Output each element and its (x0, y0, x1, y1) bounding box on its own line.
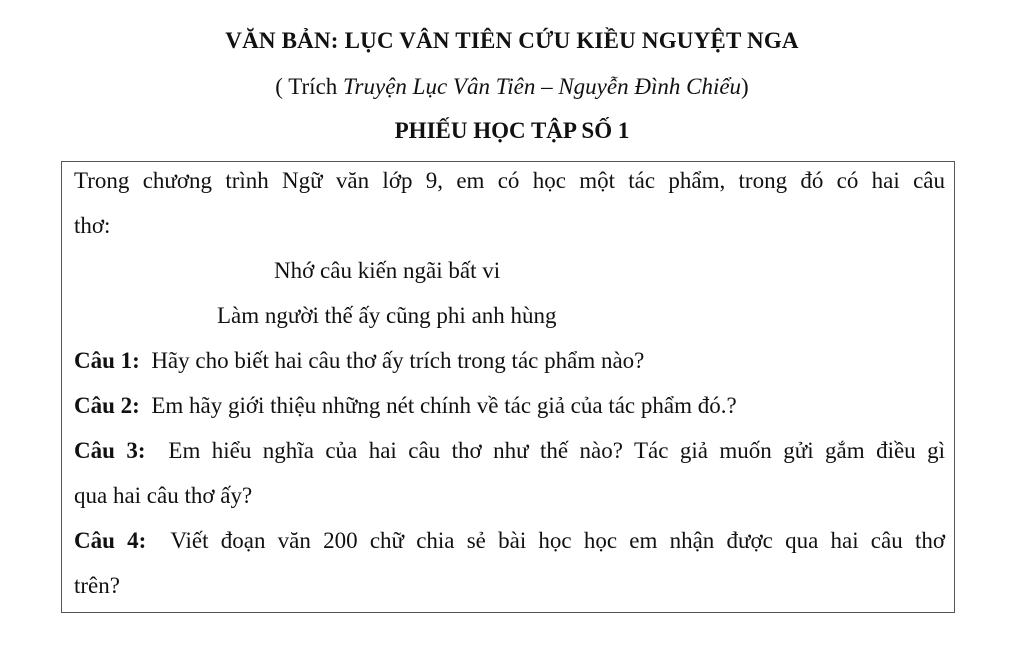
intro-line-2: thơ: (74, 213, 111, 238)
subtitle-source: Truyện Lục Vân Tiên – Nguyễn Đình Chiểu (343, 74, 742, 99)
question-4-line-2: trên? (74, 573, 120, 598)
poem-line-2: Làm người thế ấy cũng phi anh hùng (217, 303, 557, 328)
worksheet-box (61, 161, 955, 613)
question-4-text: Viết đoạn văn 200 chữ chia sẻ bài học học em nhận được qua hai câu thơ (170, 528, 945, 553)
question-3-line-2: qua hai câu thơ ấy? (74, 483, 253, 508)
question-1 (74, 348, 644, 374)
question-3-text: Em hiểu nghĩa của hai câu thơ như thế nào? Tác giả muốn gửi gắm điều gì (168, 438, 946, 463)
question-3-line-1 (74, 438, 945, 464)
question-2-label: Câu 2: (74, 393, 140, 418)
question-4-label: Câu 4: (74, 528, 147, 553)
poem-line-1: Nhớ câu kiến ngãi bất vi (274, 258, 501, 283)
document-title: VĂN BẢN: LỤC VÂN TIÊN CỨU KIỀU NGUYỆT NGA (225, 28, 799, 53)
document-subtitle (0, 74, 1024, 100)
question-2-text: Em hãy giới thiệu những nét chính về tác giả của tác phẩm đó.? (151, 393, 737, 418)
worksheet-title: PHIẾU HỌC TẬP SỐ 1 (394, 118, 630, 143)
question-4-line-1 (74, 528, 945, 554)
subtitle-prefix: ( Trích (275, 74, 344, 99)
question-1-text: Hãy cho biết hai câu thơ ấy trích trong tác phẩm nào? (151, 348, 645, 373)
subtitle-suffix: ) (741, 74, 749, 99)
question-3-label: Câu 3: (74, 438, 146, 463)
intro-line-1: Trong chương trình Ngữ văn lớp 9, em có học một tác phẩm, trong đó có hai câu (74, 168, 945, 193)
question-1-label: Câu 1: (74, 348, 140, 373)
question-2 (74, 393, 737, 419)
